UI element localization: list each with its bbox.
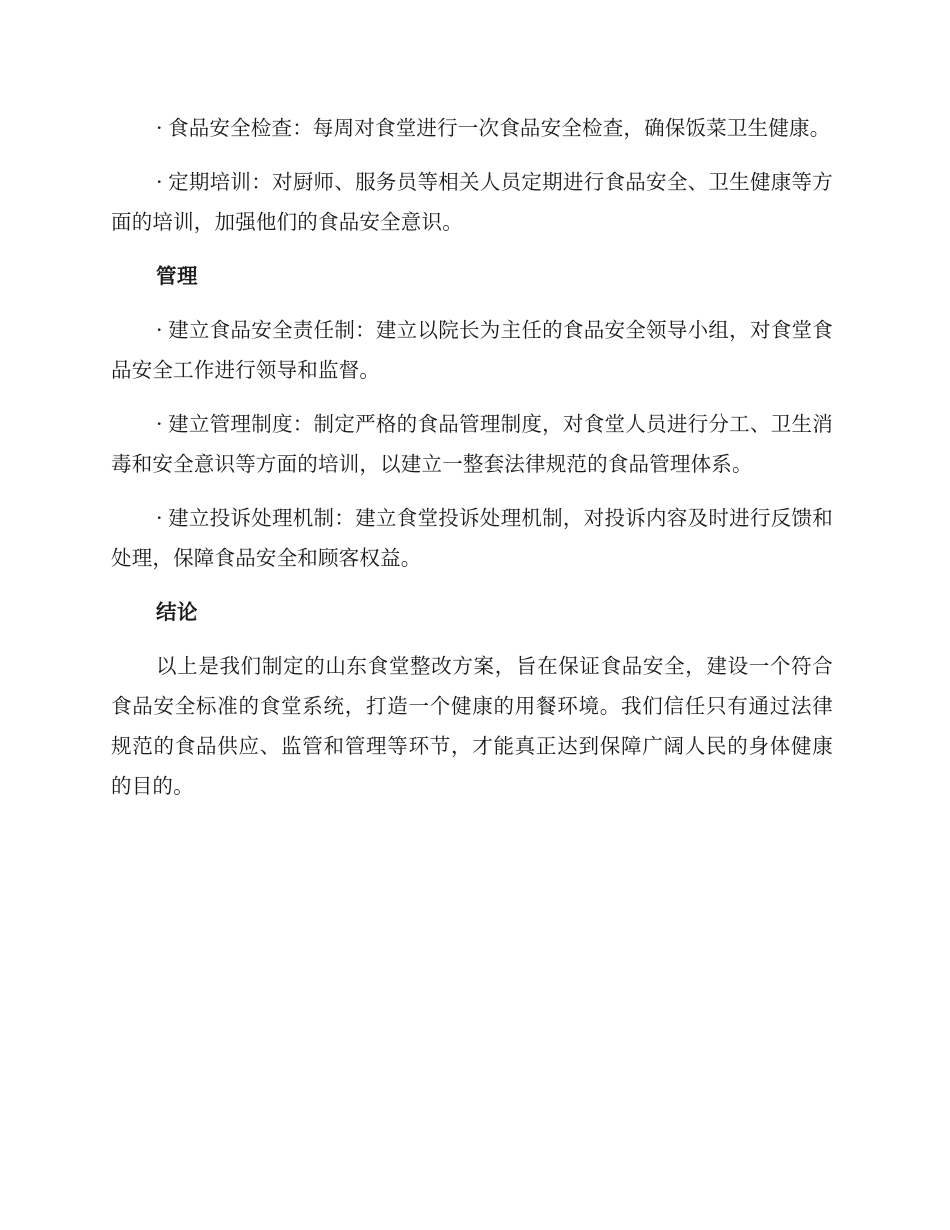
bullet-text: 建立投诉处理机制：建立食堂投诉处理机制，对投诉内容及时进行反馈和处理，保障食品安全和顾客权益。 xyxy=(111,506,833,570)
bullet-marker: · xyxy=(156,412,163,436)
bullet-text: 定期培训：对厨师、服务员等相关人员定期进行食品安全、卫生健康等方面的培训，加强他们的食品安全意识。 xyxy=(111,170,833,234)
conclusion-paragraph: 以上是我们制定的山东食堂整改方案，旨在保证食品安全，建设一个符合食品安全标准的食堂系统，打造一个健康的用餐环境。我们信任只有通过法律规范的食品供应、监管和管理等环节，才能真正达到保障广阔人民的身体健康的目的。 xyxy=(111,654,833,798)
bullet-item-complaint-mechanism xyxy=(111,498,833,578)
bullet-marker: · xyxy=(156,116,163,140)
section-heading-management: 管理 xyxy=(156,264,198,288)
bullet-marker: · xyxy=(156,318,163,342)
bullet-text: 建立管理制度：制定严格的食品管理制度，对食堂人员进行分工、卫生消毒和安全意识等方面的培训，以建立一整套法律规范的食品管理体系。 xyxy=(111,412,833,476)
bullet-item-management-system xyxy=(111,404,833,484)
bullet-item-food-safety-inspection xyxy=(111,108,833,148)
bullet-text: 建立食品安全责任制：建立以院长为主任的食品安全领导小组，对食堂食品安全工作进行领导和监督。 xyxy=(111,318,833,382)
bullet-marker: · xyxy=(156,506,163,530)
bullet-item-regular-training xyxy=(111,162,833,242)
bullet-text: 食品安全检查：每周对食堂进行一次食品安全检查，确保饭菜卫生健康。 xyxy=(168,116,831,140)
bullet-marker: · xyxy=(156,170,163,194)
bullet-item-responsibility-system xyxy=(111,310,833,390)
document-page xyxy=(111,108,833,820)
section-heading-conclusion: 结论 xyxy=(156,600,198,624)
